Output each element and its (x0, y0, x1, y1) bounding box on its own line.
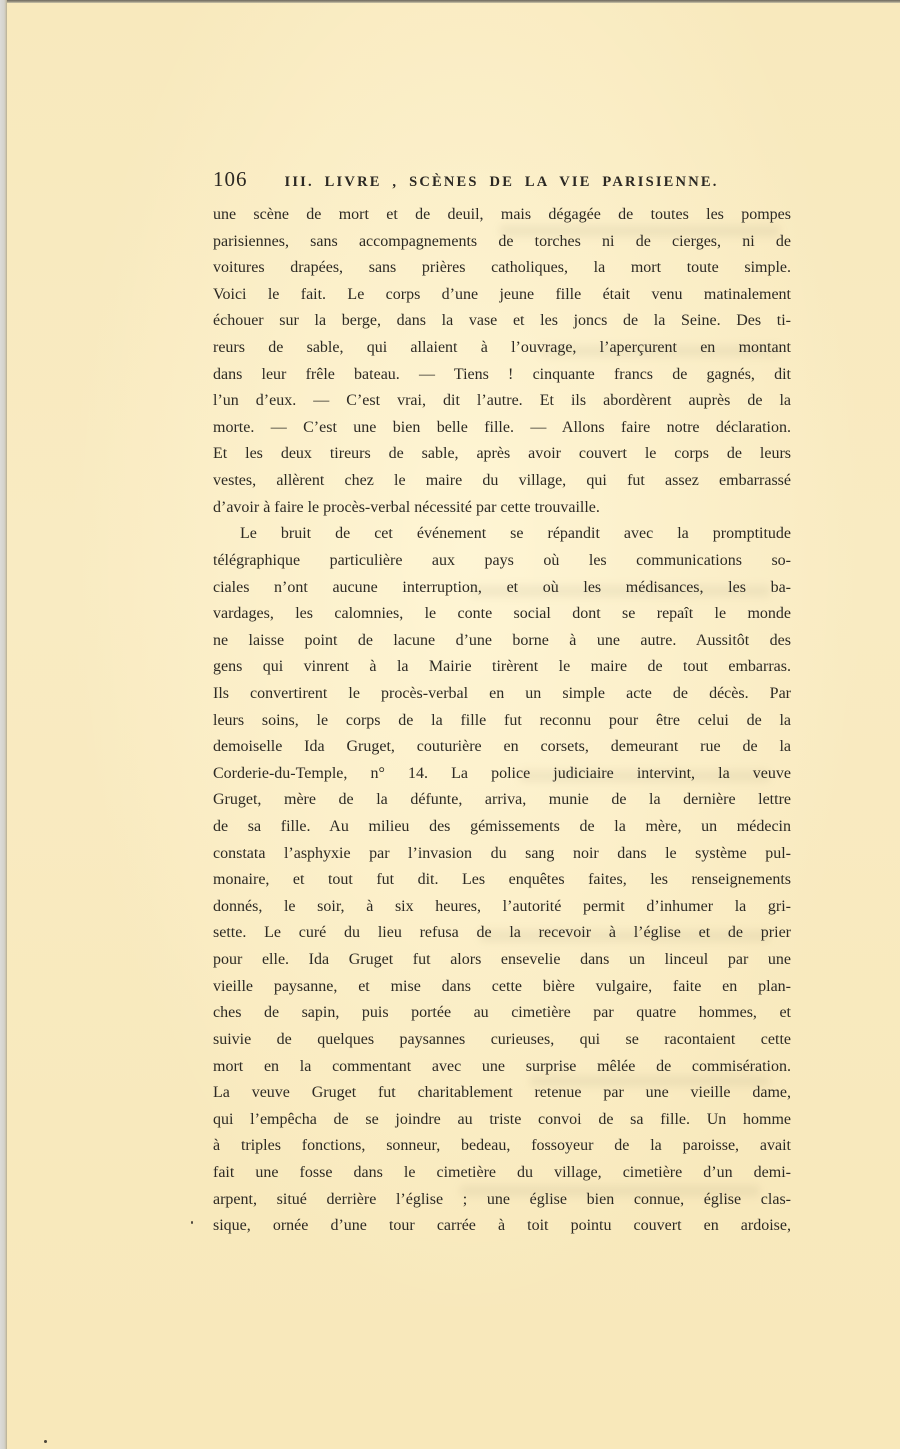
text-line: une scène de mort et de deuil, mais dégagée de toutes les pompes (213, 206, 791, 223)
text-line: l’un d’eux. — C’est vrai, dit l’autre. Et ils abordèrent auprès de la (213, 392, 791, 410)
text-line: suivie de quelques paysannes curieuses, qui se racontaient cette (213, 1030, 791, 1048)
text-line: d’avoir à faire le procès-verbal nécessité par cette trouvaille. (213, 498, 600, 516)
text-line: échouer sur la berge, dans la vase et les joncs de la Seine. Des ti- (213, 312, 791, 330)
text-line: Et les deux tireurs de sable, après avoir couvert le corps de leurs (213, 445, 791, 463)
text-line: morte. — C’est une bien belle fille. — Allons faire notre déclaration. (213, 418, 791, 436)
running-header (213, 167, 791, 192)
running-title: III. LIVRE , SCÈNES DE LA VIE PARISIENNE. (284, 174, 719, 190)
text-line: ches de sapin, puis portée au cimetière par quatre hommes, et (213, 1004, 791, 1022)
text-line: qui l’empêcha de se joindre au triste convoi de sa fille. Un homme (213, 1110, 791, 1128)
text-line: dans leur frêle bateau. — Tiens ! cinquante francs de gagnés, dit (213, 365, 791, 383)
text-line: à triples fonctions, sonneur, bedeau, fossoyeur de la paroisse, avait (213, 1137, 791, 1155)
text-line: Voici le fait. Le corps d’une jeune fille était venu matinalement (213, 285, 791, 303)
page-number: 106 (213, 167, 248, 191)
text-line: ciales n’ont aucune interruption, et où les médisances, les ba- (213, 578, 791, 596)
ink-speck (44, 1440, 47, 1443)
text-line: monaire, et tout fut dit. Les enquêtes faites, les renseignements (213, 871, 791, 889)
text-block (213, 202, 791, 1240)
text-line: voitures drapées, sans prières catholiques, la mort toute simple. (213, 259, 791, 277)
text-line: télégraphique particulière aux pays où les communications so- (213, 551, 791, 569)
text-line: vardages, les calomnies, le conte social dont se repaît le monde (213, 605, 791, 623)
text-line: arpent, situé derrière l’église ; une église bien connue, église clas- (213, 1190, 791, 1208)
text-line: leurs soins, le corps de la fille fut reconnu pour être celui de la (213, 711, 791, 729)
text-line: vieille paysanne, et mise dans cette bière vulgaire, faite en plan- (213, 977, 791, 995)
text-line: vestes, allèrent chez le maire du village, qui fut assez embarrassé (213, 472, 791, 490)
text-line: demoiselle Ida Gruget, couturière en corsets, demeurant rue de la (213, 738, 791, 756)
text-line: Gruget, mère de la défunte, arriva, munie de la dernière lettre (213, 791, 791, 809)
text-line: reurs de sable, qui allaient à l’ouvrage, l’aperçurent en montant (213, 339, 791, 357)
text-line: fait une fosse dans le cimetière du village, cimetière d’un demi- (213, 1163, 791, 1181)
scan-top-edge (0, 0, 900, 3)
text-line: La veuve Gruget fut charitablement retenue par une vieille dame, (213, 1084, 791, 1102)
text-line: Ils convertirent le procès-verbal en un simple acte de décès. Par (213, 684, 791, 702)
text-line: Corderie-du-Temple, n° 14. La police judiciaire intervint, la veuve (213, 764, 791, 782)
text-line: constata l’asphyxie par l’invasion du sang noir dans le système pul- (213, 844, 791, 862)
text-line: donnés, le soir, à six heures, l’autorité permit d’inhumer la gri- (213, 897, 791, 915)
text-line: mort en la commentant avec une surprise mêlée de commisération. (213, 1057, 791, 1075)
text-line: parisiennes, sans accompagnements de torches ni de cierges, ni de (213, 232, 791, 250)
text-line: Le bruit de cet événement se répandit avec la promptitude (240, 525, 791, 543)
ink-speck (191, 1221, 193, 1224)
text-line: gens qui vinrent à la Mairie tirèrent le maire de tout embarras. (213, 658, 791, 676)
text-line: sique, ornée d’une tour carrée à toit pointu couvert en ardoise, (213, 1217, 791, 1235)
text-line: ne laisse point de lacune d’une borne à une autre. Aussitôt des (213, 631, 791, 649)
text-line: sette. Le curé du lieu refusa de la recevoir à l’église et de prier (213, 924, 791, 942)
scan-left-edge (0, 0, 7, 1449)
text-line: de sa fille. Au milieu des gémissements de la mère, un médecin (213, 818, 791, 836)
text-line: pour elle. Ida Gruget fut alors ensevelie dans un linceul par une (213, 951, 791, 969)
